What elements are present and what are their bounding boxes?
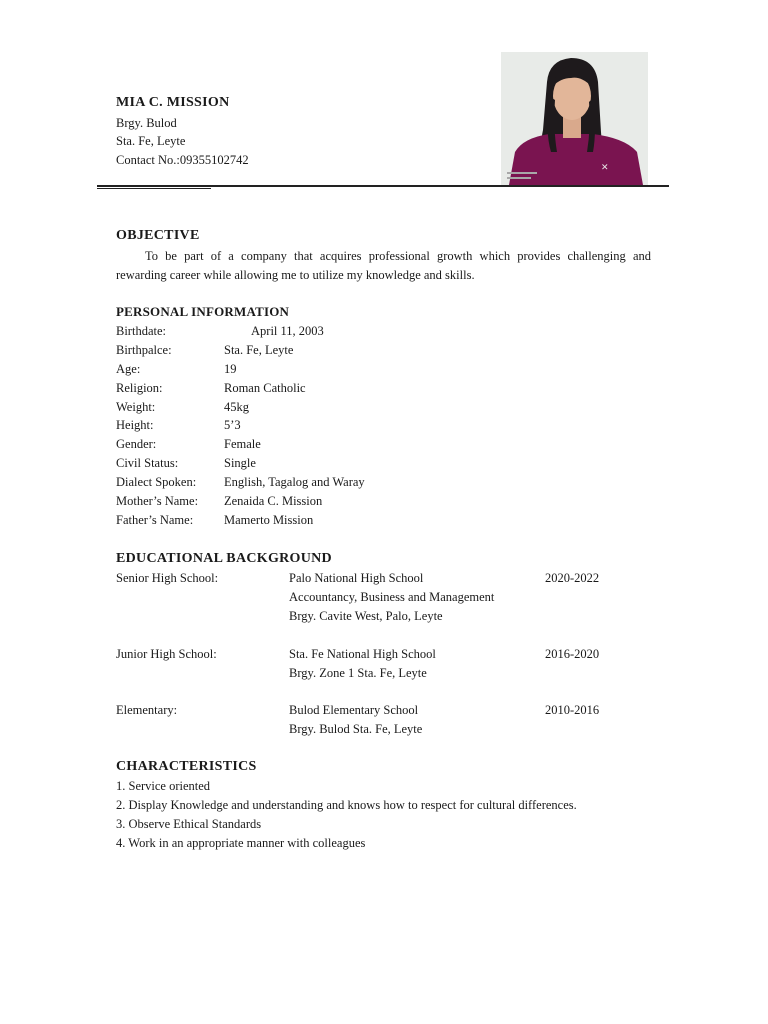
school-name: Palo National High School — [289, 571, 424, 585]
header-divider-accent — [97, 188, 211, 189]
info-value: April 11, 2003 — [251, 324, 324, 338]
objective-text — [116, 247, 651, 285]
info-label: Age: — [116, 362, 141, 376]
education-heading: EDUCATIONAL BACKGROUND — [116, 551, 332, 566]
info-value: 45kg — [224, 400, 249, 414]
portrait-illustration — [501, 52, 648, 185]
address-line-1: Brgy. Bulod — [116, 116, 177, 130]
school-detail: Brgy. Bulod Sta. Fe, Leyte — [289, 722, 423, 736]
info-value: 19 — [224, 362, 237, 376]
school-detail: Brgy. Cavite West, Palo, Leyte — [289, 609, 443, 623]
shirt-logo: ✕ — [601, 163, 609, 173]
info-label: Civil Status: — [116, 456, 179, 470]
info-value: Sta. Fe, Leyte — [224, 343, 294, 357]
objective-body: To be part of a company that acquires professional growth which provides challenging and rewarding career while allowing me to utilize my knowledge and skills. — [116, 249, 651, 282]
personal-info-heading: PERSONAL INFORMATION — [116, 304, 290, 319]
education-level: Senior High School: — [116, 571, 219, 585]
info-label: Birthdate: — [116, 324, 166, 338]
photo-watermark-line-2 — [507, 177, 531, 179]
school-detail: Brgy. Zone 1 Sta. Fe, Leyte — [289, 666, 427, 680]
info-value: Zenaida C. Mission — [224, 494, 323, 508]
info-label: Mother’s Name: — [116, 494, 199, 508]
info-label: Father’s Name: — [116, 513, 194, 527]
education-level: Junior High School: — [116, 647, 217, 661]
characteristic-item: 1. Service oriented — [116, 779, 211, 793]
characteristics-heading: CHARACTERISTICS — [116, 759, 257, 774]
info-value: Single — [224, 456, 256, 470]
characteristic-item: 3. Observe Ethical Standards — [116, 817, 262, 831]
info-value: Female — [224, 437, 261, 451]
info-label: Birthpalce: — [116, 343, 172, 357]
education-level: Elementary: — [116, 703, 178, 717]
school-name: Bulod Elementary School — [289, 703, 419, 717]
contact-number: Contact No.:09355102742 — [116, 153, 249, 167]
photo-watermark-line — [507, 172, 537, 174]
info-label: Gender: — [116, 437, 157, 451]
info-value: Roman Catholic — [224, 381, 306, 395]
info-value: English, Tagalog and Waray — [224, 475, 365, 489]
header-divider — [97, 185, 669, 187]
school-years: 2010-2016 — [545, 703, 600, 717]
info-value: 5’3 — [224, 418, 241, 432]
characteristic-item: 2. Display Knowledge and understanding and knows how to respect for cultural differences. — [116, 798, 577, 812]
school-years: 2020-2022 — [545, 571, 600, 585]
info-label: Height: — [116, 418, 154, 432]
info-label: Dialect Spoken: — [116, 475, 197, 489]
address-line-2: Sta. Fe, Leyte — [116, 134, 186, 148]
school-name: Sta. Fe National High School — [289, 647, 436, 661]
info-label: Weight: — [116, 400, 156, 414]
characteristic-item: 4. Work in an appropriate manner with colleagues — [116, 836, 366, 850]
applicant-name: MIA C. MISSION — [116, 95, 230, 110]
school-years: 2016-2020 — [545, 647, 600, 661]
school-detail: Accountancy, Business and Management — [289, 590, 495, 604]
info-label: Religion: — [116, 381, 163, 395]
objective-heading: OBJECTIVE — [116, 228, 200, 243]
info-value: Mamerto Mission — [224, 513, 314, 527]
applicant-photo — [501, 52, 648, 185]
